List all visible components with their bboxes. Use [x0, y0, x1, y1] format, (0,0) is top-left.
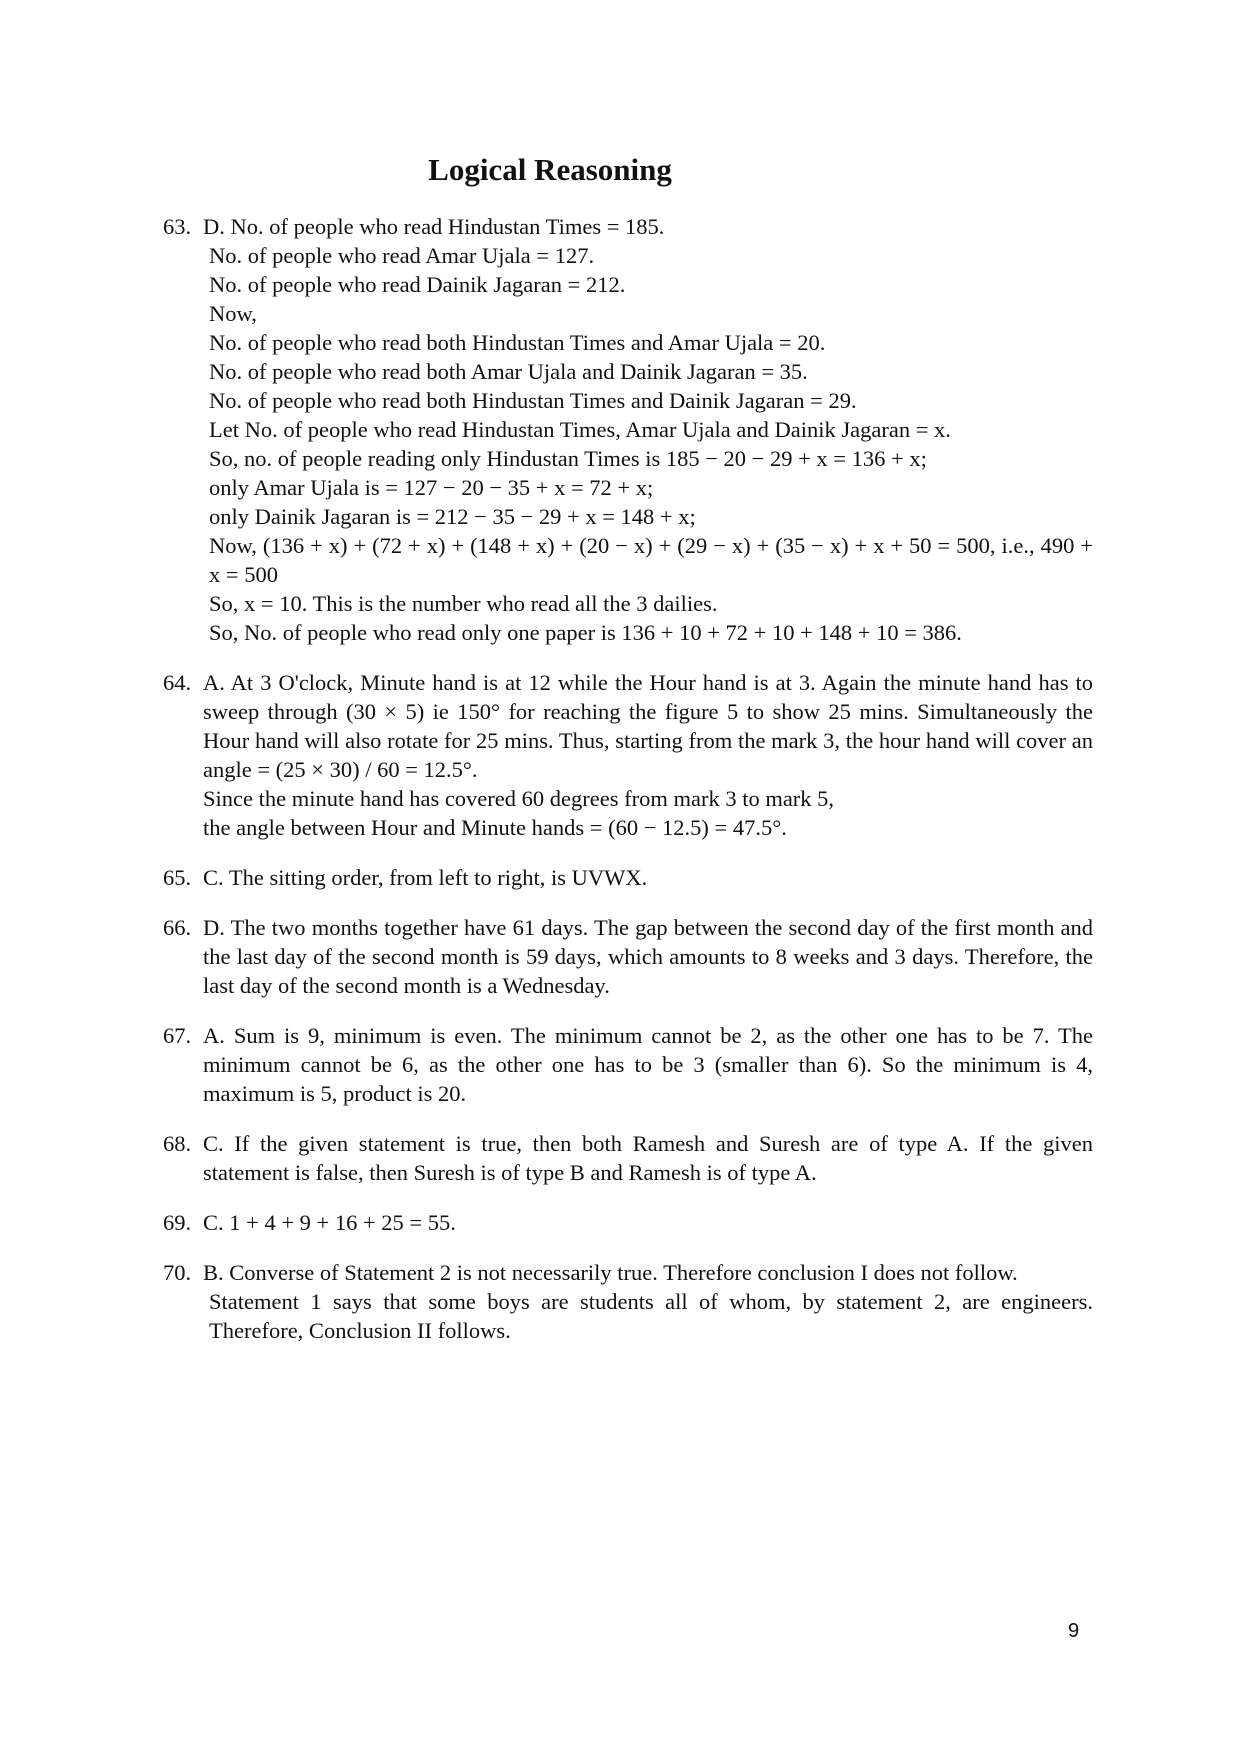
answer-number: 69. [163, 1210, 192, 1235]
answer-line: No. of people who read Amar Ujala = 127. [209, 243, 595, 268]
answer-line: No. of people who read both Amar Ujala and Dainik Jagaran = 35. [209, 359, 808, 384]
answer-68 [163, 1129, 1093, 1187]
answer-line: A. At 3 O'clock, Minute hand is at 12 while the Hour hand is at 3. Again the minute hand has to sweep through (30 × 5) ie 150° for reaching the figure 5 to show 25 mins. Simultaneously the Hour hand will also rotate for 25 mins. Thus, starting from the mark 3, the hour hand will cover an angle = (25 × 30) / 60 = 12.5°. [203, 670, 1093, 782]
answer-line: Now, [209, 301, 257, 326]
answer-number: 63. [163, 214, 192, 239]
answer-65 [163, 863, 1093, 892]
answer-70 [163, 1258, 1093, 1345]
answer-list [163, 212, 1093, 1345]
answer-line: No. of people who read both Hindustan Times and Dainik Jagaran = 29. [209, 388, 857, 413]
answer-number: 70. [163, 1260, 192, 1285]
answer-number: 67. [163, 1023, 192, 1048]
answer-64 [163, 668, 1093, 842]
answer-line: D. No. of people who read Hindustan Times = 185. [203, 214, 665, 239]
answer-66 [163, 913, 1093, 1000]
answer-67 [163, 1021, 1093, 1108]
answer-69 [163, 1208, 1093, 1237]
answer-number: 68. [163, 1131, 192, 1156]
answer-line: C. The sitting order, from left to right, is UVWX. [203, 865, 648, 890]
answer-line: So, x = 10. This is the number who read all the 3 dailies. [209, 591, 718, 616]
page-number: 9 [1068, 1620, 1080, 1642]
answer-line: C. If the given statement is true, then both Ramesh and Suresh are of type A. If the given statement is false, then Suresh is of type B and Ramesh is of type A. [203, 1131, 1093, 1185]
answer-63 [163, 212, 1093, 647]
answer-line: Since the minute hand has covered 60 degrees from mark 3 to mark 5, [203, 786, 835, 811]
answer-line: B. Converse of Statement 2 is not necessarily true. Therefore conclusion I does not follow. [203, 1260, 1018, 1285]
answer-line: only Amar Ujala is = 127 − 20 − 35 + x = 72 + x; [209, 475, 654, 500]
answer-line: Now, (136 + x) + (72 + x) + (148 + x) + (20 − x) + (29 − x) + (35 − x) + x + 50 = 500, i.e., 490 + x = 500 [209, 533, 1093, 587]
answer-number: 64. [163, 670, 192, 695]
answer-line: only Dainik Jagaran is = 212 − 35 − 29 + x = 148 + x; [209, 504, 696, 529]
answer-line: So, No. of people who read only one paper is 136 + 10 + 72 + 10 + 148 + 10 = 386. [209, 620, 962, 645]
answer-line: So, no. of people reading only Hindustan Times is 185 − 20 − 29 + x = 136 + x; [209, 446, 927, 471]
answer-number: 66. [163, 915, 192, 940]
page-title: Logical Reasoning [428, 152, 672, 187]
answer-number: 65. [163, 865, 192, 890]
answer-line: Statement 1 says that some boys are students all of whom, by statement 2, are engineers. Therefore, Conclusion II follows. [209, 1289, 1093, 1343]
answer-line: A. Sum is 9, minimum is even. The minimum cannot be 2, as the other one has to be 7. The minimum cannot be 6, as the other one has to be 3 (smaller than 6). So the minimum is 4, maximum is 5, product is 20. [203, 1023, 1093, 1106]
answer-line: No. of people who read both Hindustan Times and Amar Ujala = 20. [209, 330, 826, 355]
answer-line: D. The two months together have 61 days. The gap between the second day of the first month and the last day of the second month is 59 days, which amounts to 8 weeks and 3 days. Therefore, the last day of the second month is a Wednesday. [203, 915, 1093, 998]
answer-line: Let No. of people who read Hindustan Times, Amar Ujala and Dainik Jagaran = x. [209, 417, 951, 442]
answer-line: No. of people who read Dainik Jagaran = 212. [209, 272, 626, 297]
answer-line: the angle between Hour and Minute hands = (60 − 12.5) = 47.5°. [203, 815, 787, 840]
answer-line: C. 1 + 4 + 9 + 16 + 25 = 55. [203, 1210, 456, 1235]
